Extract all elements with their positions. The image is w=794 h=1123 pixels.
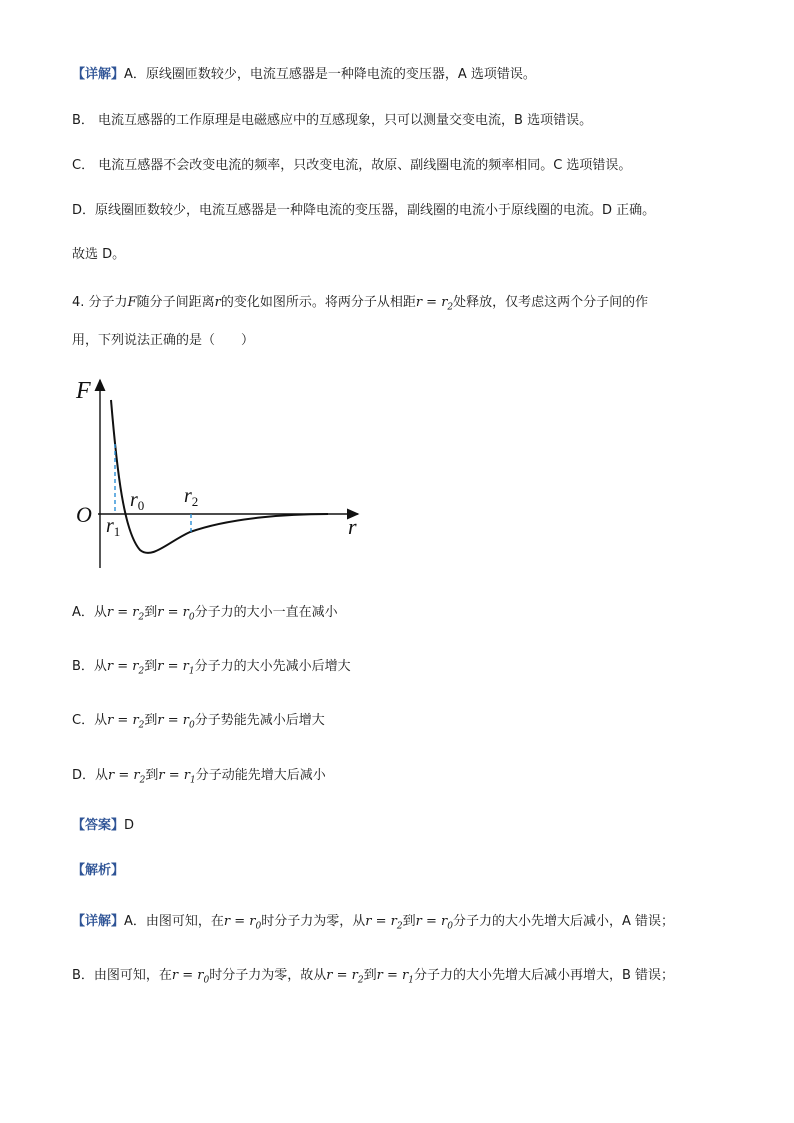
f-axis-label: F [76, 378, 91, 404]
question-4-stem [72, 294, 648, 317]
detail2-text: 时分子力为零，故从 [209, 968, 327, 983]
option-label: B．从 [72, 659, 107, 674]
detail-line-b [72, 112, 592, 130]
force-curve [111, 400, 328, 553]
stem-part: 分子力 [84, 295, 128, 310]
analysis-tag: 【解析】 [72, 863, 125, 878]
stem-part: 用，下列说法正确的是（ ） [72, 333, 255, 348]
origin-label: O [76, 502, 92, 527]
option-label: D．从 [72, 768, 109, 783]
detail-text-c: C． 电流互感器不会改变电流的频率，只改变电流，故原、副线圈电流的频率相同。C 选项错误。 [72, 158, 632, 173]
detail-text-d: D．原线圈匝数较少，电流互感器是一种降电流的变压器，副线圈的电流小于原线圈的电流。D 正确。 [72, 203, 656, 218]
question-4-stem-line2 [72, 332, 254, 350]
distance-symbol: r [214, 295, 221, 310]
option-label: A．从 [72, 605, 107, 620]
option-b [72, 658, 351, 681]
r1-label: $r_1$ [106, 515, 121, 539]
choose-text: 故选 D。 [72, 247, 126, 262]
option-eq: $r = r_1$ [158, 768, 196, 786]
detail2-eq: $r = r_0$ [415, 914, 453, 932]
detail-tag: 【详解】 [72, 67, 125, 82]
option-to: 到 [144, 713, 158, 728]
detail-line-c [72, 157, 631, 175]
detail2-text: A．由图可知，在 [124, 914, 224, 929]
option-eq: $r = r_2$ [108, 768, 146, 786]
force-symbol: F [127, 295, 137, 310]
r0-label: $r_0$ [130, 489, 145, 513]
option-eq: $r = r_0$ [157, 605, 195, 623]
option-eq: $r = r_0$ [157, 713, 195, 731]
detail-text-a: A．原线圈匝数较少，电流互感器是一种降电流的变压器，A 选项错误。 [124, 67, 536, 82]
r-axis-label: r [348, 514, 357, 539]
stem-equation: $r = r_2$ [415, 295, 454, 313]
detail2-text: 分子力的大小先增大后减小，A 错误； [452, 914, 674, 929]
detail2-text: 时分子力为零，从 [261, 914, 366, 929]
option-text: 分子力的大小先减小后增大 [194, 659, 351, 674]
stem-part: 的变化如图所示。将两分子从相距 [220, 295, 416, 310]
detail-line-a [72, 66, 536, 84]
detail2-eq: $r = r_2$ [365, 914, 403, 932]
option-a [72, 604, 338, 627]
detail-choose [72, 246, 125, 264]
option-to: 到 [144, 659, 158, 674]
option-eq: $r = r_2$ [107, 713, 145, 731]
option-eq: $r = r_2$ [106, 605, 145, 623]
detail2-text: 分子力的大小先增大后减小再增大，B 错误； [413, 968, 674, 983]
answer-value: D [124, 818, 135, 833]
option-text: 分子动能先增大后减小 [195, 768, 326, 783]
option-to: 到 [144, 605, 158, 620]
detail2-eq: $r = r_0$ [223, 914, 262, 932]
option-d [72, 767, 326, 790]
detail2-eq: $r = r_2$ [326, 968, 364, 986]
analysis-line [72, 862, 124, 880]
option-label: C．从 [72, 713, 108, 728]
option-eq: $r = r_1$ [157, 659, 195, 677]
option-eq: $r = r_2$ [106, 659, 145, 677]
detail2-eq: $r = r_0$ [171, 968, 210, 986]
answer-tag: 【答案】 [72, 818, 125, 833]
option-text: 分子势能先减小后增大 [194, 713, 325, 728]
detail2-line-b [72, 967, 674, 990]
detail-text-b: B． 电流互感器的工作原理是电磁感应中的互感现象，只可以测量交变电流，B 选项错误。 [72, 113, 593, 128]
option-text: 分子力的大小一直在减小 [194, 605, 338, 620]
detail-line-d [72, 202, 655, 220]
detail2-eq: $r = r_1$ [376, 968, 414, 986]
detail2-text: 到 [363, 968, 377, 983]
answer-line [72, 817, 134, 835]
detail2-line-a [72, 913, 674, 936]
option-to: 到 [145, 768, 159, 783]
detail2-text: 到 [402, 914, 416, 929]
force-distance-graph [72, 372, 372, 572]
r2-label: $r_2$ [184, 485, 199, 509]
question-number: 4. [72, 295, 85, 310]
detail2-tag: 【详解】 [72, 914, 125, 929]
option-c [72, 712, 325, 735]
stem-part: 处释放，仅考虑这两个分子间的作 [453, 295, 649, 310]
stem-part: 随分子间距离 [136, 295, 215, 310]
detail2-text: B．由图可知，在 [72, 968, 172, 983]
